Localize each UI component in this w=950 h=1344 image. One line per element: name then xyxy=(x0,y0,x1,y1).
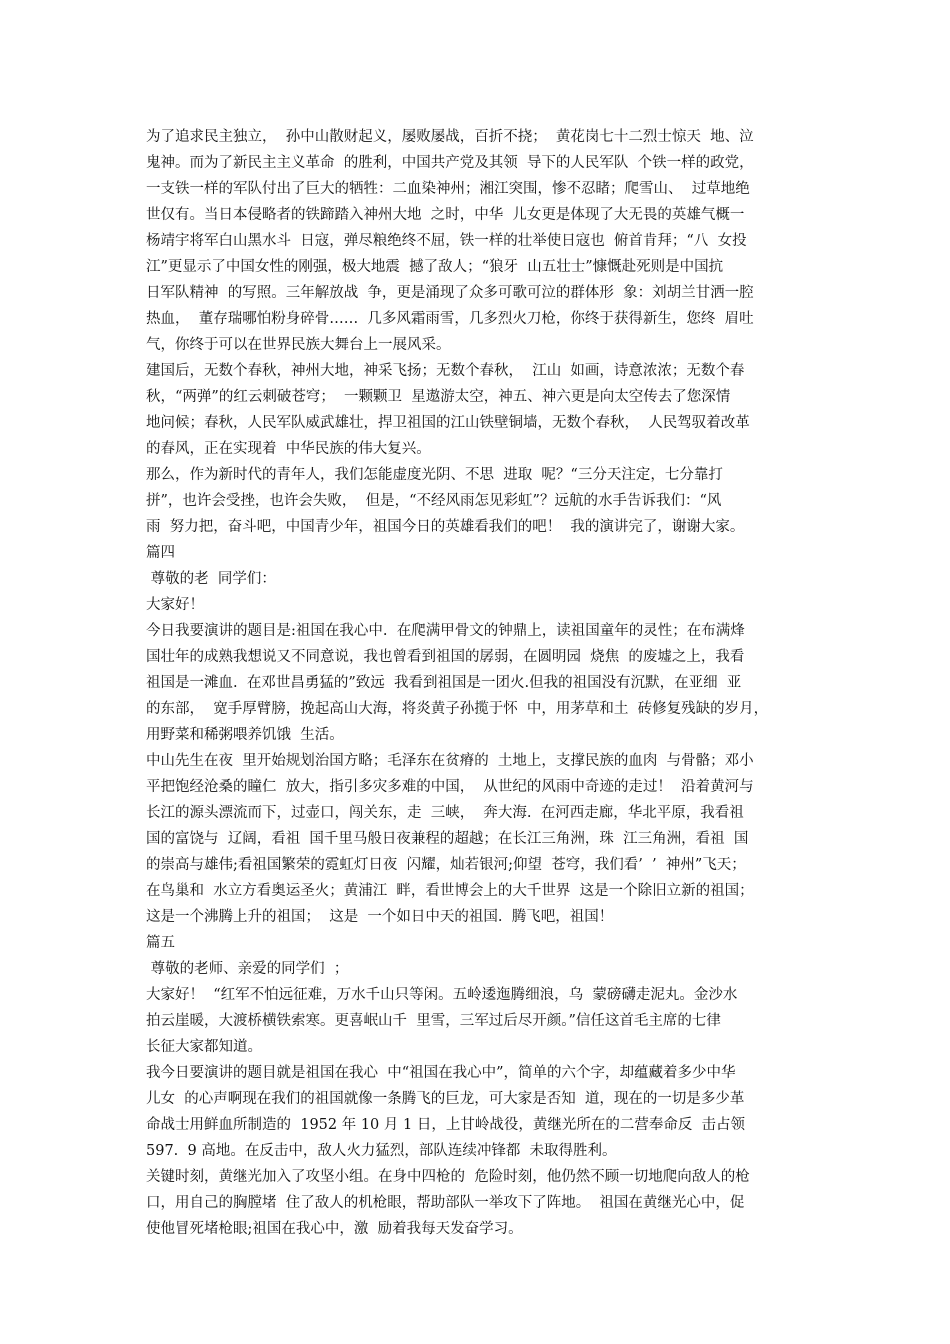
text-line: 江”更显示了中国女性的刚强，极大地震 撼了敌人；“狼牙 山五壮士”慷慨赴死则是中国抗 xyxy=(146,259,724,275)
text-line: 的崇高与雄伟;看祖国繁荣的霓虹灯日夜 闪耀，灿若银河;仰望 苍穹，我们看’ ’ 神州”飞天； xyxy=(146,857,746,873)
text-line: 秋，“两弹”的红云刺破苍穹； 一颗颗卫 星遨游太空，神五、神六更是向太空传去了您深情 xyxy=(146,389,731,405)
text-line: 用野菜和稀粥喂养饥饿 生活。 xyxy=(146,727,344,743)
text-line: 祖国是一滩血. 在邓世昌勇猛的”致远 我看到祖国是一团火.但我的祖国没有沉默，在亚细 亚 xyxy=(146,675,742,691)
text-line: 那么，作为新时代的青年人，我们怎能虚度光阴、不思 进取 呢？“三分天注定，七分靠打 xyxy=(146,467,723,483)
text-line: 地问候；春秋，人民军队威武雄壮，捍卫祖国的江山铁壁铜墙，无数个春秋， 人民驾驭着改革 xyxy=(146,415,750,431)
text-line: 热血， 董存瑞哪怕粉身碎骨…… 几多风霜雨雪，几多烈火刀枪，你终于获得新生，您终 眉吐 xyxy=(146,311,754,327)
text-line: 儿女 的心声啊现在我们的祖国就像一条腾飞的巨龙，可大家是否知 道，现在的一切是多少革 xyxy=(146,1091,745,1107)
text-line: 日军队精神 的写照。三年解放战 争，更是涌现了众多可歌可泣的群体形 象：刘胡兰甘洒一腔 xyxy=(146,285,754,301)
text-line: 我今日要演讲的题目就是祖国在我心 中“祖国在我心中”，简单的六个字，却蕴藏着多少中华 xyxy=(146,1065,736,1081)
document-body xyxy=(146,124,826,1242)
text-line: 口，用自己的胸膛堵 住了敌人的机枪眼，帮助部队一举攻下了阵地。 祖国在黄继光心中，促 xyxy=(146,1195,745,1211)
text-line: 世仅有。当日本侵略者的铁蹄踏入神州大地 之时，中华 儿女更是体现了大无畏的英雄气概一 xyxy=(146,207,745,223)
text-line: 大家好！ “红军不怕远征难，万水千山只等闲。五岭逶迤腾细浪，乌 蒙磅礴走泥丸。金沙水 xyxy=(146,987,738,1003)
greeting: 大家好！ xyxy=(146,597,204,613)
text-line: 命战士用鲜血所制造的 1952 年 10 月 1 日，上甘岭战役，黄继光所在的二营奉命反 击占领 xyxy=(146,1117,746,1133)
text-line: 在鸟巢和 水立方看奥运圣火；黄浦江 畔，看世博会上的大千世界 这是一个除旧立新的祖国； xyxy=(146,883,754,899)
text-line: 的东部， 宽手厚臂膀，挽起高山大海，将炎黄子孙揽于怀 中，用茅草和土 砖修复残缺的岁月， xyxy=(146,701,769,717)
text-line: 的春风，正在实现着 中华民族的伟大复兴。 xyxy=(146,441,431,457)
text-line: 今日我要演讲的题目是:祖国在我心中. 在爬满甲骨文的钟鼎上，读祖国童年的灵性；在布满烽 xyxy=(146,623,745,639)
text-line: 拍云崖暖，大渡桥横铁索寒。更喜岷山千 里雪，三军过后尽开颜。”信任这首毛主席的七律 xyxy=(146,1013,721,1029)
text-line: 气，你终于可以在世界民族大舞台上一展风采。 xyxy=(146,337,451,353)
salutation: 尊敬的老 同学们： xyxy=(146,571,276,587)
text-line: 拼”，也许会受挫，也许会失败， 但是，“不经风雨怎见彩虹”？远航的水手告诉我们：“风 xyxy=(146,493,722,509)
text-line: 为了追求民主独立， 孙中山散财起义，屡败屡战，百折不挠； 黄花岗七十二烈士惊天 地、泣 xyxy=(146,129,754,145)
text-line: 建国后，无数个春秋，神州大地，神采飞扬；无数个春秋， 江山 如画，诗意浓浓；无数个春 xyxy=(146,363,745,379)
text-line: 中山先生在夜 里开始规划治国方略；毛泽东在贫瘠的 土地上，支撑民族的血肉 与骨骼；邓小 xyxy=(146,753,754,769)
text-line: 平把饱经沧桑的瞳仁 放大，指引多灾多难的中国， 从世纪的风雨中奇迹的走过！ 沿着黄河与 xyxy=(146,779,754,795)
text-line: 鬼神。而为了新民主主义革命 的胜利，中国共产党及其领 导下的人民军队 个铁一样的政党， xyxy=(146,155,754,171)
text-line: 杨靖宇将军白山黑水斗 日寇，弹尽粮绝终不屈，铁一样的壮举使日寇也 俯首肯拜；“八 女投 xyxy=(146,233,747,249)
text-line: 这是一个沸腾上升的祖国； 这是 一个如日中天的祖国. 腾飞吧，祖国！ xyxy=(146,909,614,925)
section-heading: 篇五 xyxy=(146,935,175,951)
section-heading: 篇四 xyxy=(146,545,175,561)
text-line: 关键时刻，黄继光加入了攻坚小组。在身中四枪的 危险时刻，他仍然不顾一切地爬向敌人的枪 xyxy=(146,1169,750,1185)
text-line: 雨 努力把，奋斗吧，中国青少年，祖国今日的英雄看我们的吧！ 我的演讲完了，谢谢大家。 xyxy=(146,519,745,535)
text-line: 长江的源头漂流而下，过壶口，闯关东，走 三峡， 奔大海. 在河西走廊，华北平原，我看祖 xyxy=(146,805,744,821)
text-line: 国壮年的成熟我想说又不同意说，我也曾看到祖国的孱弱，在圆明园 烧焦 的废墟之上，我看 xyxy=(146,649,745,665)
salutation: 尊敬的老师、亲爱的同学们 ； xyxy=(146,961,349,977)
text-line: 长征大家都知道。 xyxy=(146,1039,262,1055)
text-line: 一支铁一样的军队付出了巨大的牺牲：二血染神州；湘江突围，惨不忍睹；爬雪山、 过草地绝 xyxy=(146,181,750,197)
text-line: 国的富饶与 辽阔，看祖 国千里马般日夜兼程的超越；在长江三角洲，珠 江三角洲，看祖 国 xyxy=(146,831,749,847)
text-line: 597. 9 高地。在反击中，敌人火力猛烈，部队连续冲锋都 未取得胜利。 xyxy=(146,1143,617,1159)
text-line: 使他冒死堵枪眼;祖国在我心中，激 励着我每天发奋学习。 xyxy=(146,1221,523,1237)
